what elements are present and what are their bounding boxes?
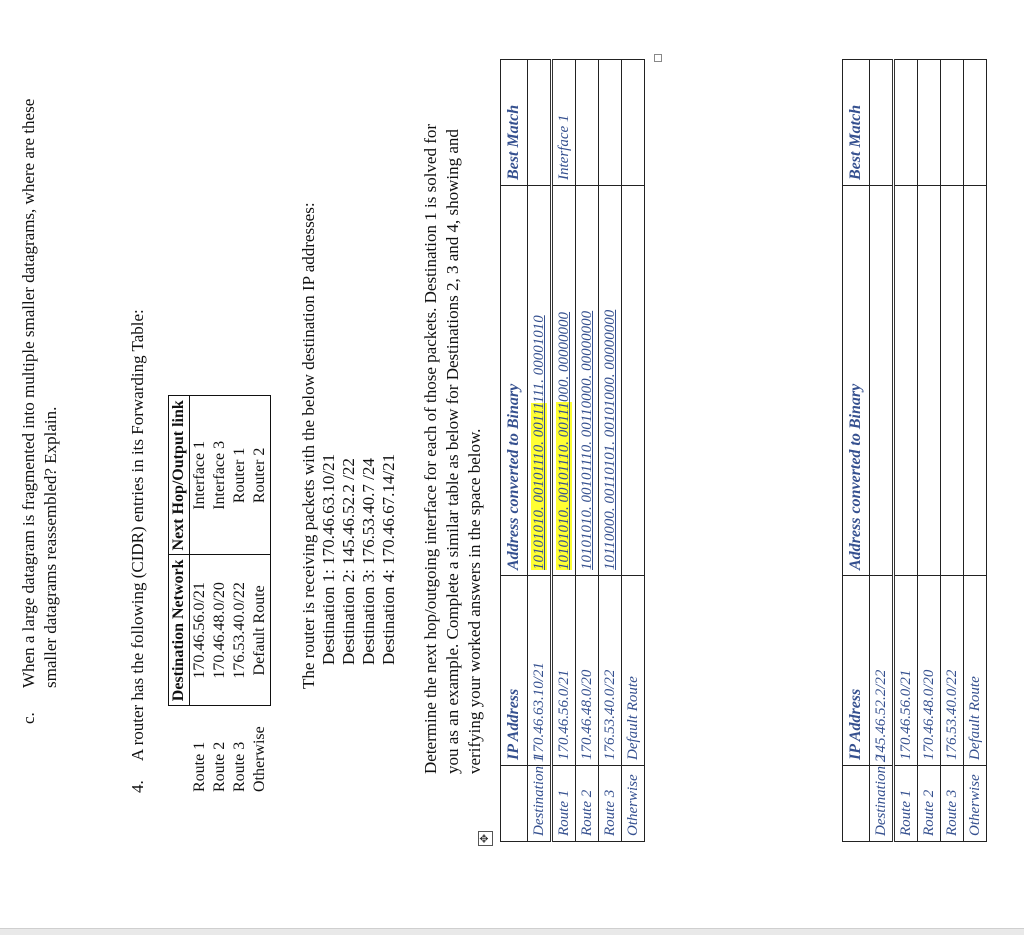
header-ip-address: IP Address xyxy=(501,576,528,766)
table-row xyxy=(622,60,645,842)
route-hop: Router 2 xyxy=(250,396,271,555)
table-row xyxy=(918,60,941,842)
row-name: Route 3 xyxy=(941,766,964,842)
instructions-line3: verifying your worked answers in the space below. xyxy=(465,428,484,774)
row-name: Route 1 xyxy=(552,766,576,842)
row-ip: 170.46.56.0/21 xyxy=(552,576,576,766)
binary-rest: 111. 00001010 xyxy=(531,315,547,404)
table-row xyxy=(528,60,552,842)
row-name: Route 2 xyxy=(576,766,599,842)
instructions-line2: you as an example. Complete a similar table as below for Destinations 2, 3 and 4, showing and xyxy=(443,129,462,774)
route-name: Route 3 xyxy=(231,741,248,792)
row-ip: Default Route xyxy=(622,576,645,766)
route-network: Default Route xyxy=(250,555,271,706)
header-ip-address: IP Address xyxy=(843,576,870,766)
table-row xyxy=(552,60,576,842)
row-binary xyxy=(528,186,552,576)
row-ip: 170.46.48.0/20 xyxy=(576,576,599,766)
route-hop: Interface 1 xyxy=(190,396,211,555)
destination-2: Destination 2: 145.46.52.2 /22 xyxy=(339,458,358,665)
row-binary: 10101010. 00101110. 00110000. 00000000 xyxy=(576,186,599,576)
example-table-header xyxy=(501,60,528,842)
row-ip: Default Route xyxy=(964,576,987,766)
destination-1: Destination 1: 170.46.63.10/21 xyxy=(319,453,338,665)
row-match[interactable] xyxy=(894,60,918,186)
route-network: 170.46.56.0/21 xyxy=(190,555,211,706)
row-match xyxy=(576,60,599,186)
header-best-match: Best Match xyxy=(843,60,870,186)
instructions-line1: Determine the next hop/outgoing interface for each of those packets. Destination 1 is solved for xyxy=(421,123,440,774)
route-name: Otherwise xyxy=(251,726,269,792)
row-name: Otherwise xyxy=(964,766,987,842)
row-binary xyxy=(622,186,645,576)
header-best-match: Best Match xyxy=(501,60,528,186)
row-name: Route 2 xyxy=(918,766,941,842)
binary-rest: 000. 00000000 xyxy=(556,311,572,402)
table-row xyxy=(576,60,599,842)
forwarding-row xyxy=(230,396,250,796)
table-row xyxy=(964,60,987,842)
route-name: Route 1 xyxy=(190,741,208,792)
row-ip: 145.46.52.2/22 xyxy=(870,576,894,766)
row-binary[interactable] xyxy=(894,186,918,576)
table-row xyxy=(599,60,622,842)
forwarding-row xyxy=(210,396,230,796)
row-binary: 10110000. 00110101. 00101000. 00000000 xyxy=(599,186,622,576)
row-match: Interface 1 xyxy=(552,60,576,186)
row-ip: 176.53.40.0/22 xyxy=(941,576,964,766)
row-binary[interactable] xyxy=(918,186,941,576)
forwarding-row xyxy=(250,396,271,796)
destination-4: Destination 4: 170.46.67.14/21 xyxy=(379,453,398,665)
question-c-line2: smaller datagrams reassembled? Explain. xyxy=(41,406,60,688)
table-row xyxy=(894,60,918,842)
row-ip: 176.53.40.0/22 xyxy=(599,576,622,766)
row-binary xyxy=(552,186,576,576)
row-name: Route 1 xyxy=(894,766,918,842)
row-binary[interactable] xyxy=(870,186,894,576)
row-ip: 170.46.48.0/20 xyxy=(918,576,941,766)
question-c-line1: When a large datagram is fragmented into multiple smaller datagrams, where are these xyxy=(19,98,38,688)
route-network: 176.53.40.0/22 xyxy=(230,555,250,706)
question-4-number: 4. xyxy=(128,780,147,793)
binary-highlight: 10101010. 00101110. 00111 xyxy=(556,401,572,570)
binary-highlight: 10101010. 00101110. 00111 xyxy=(531,403,547,570)
forwarding-row xyxy=(190,396,211,796)
row-match[interactable] xyxy=(918,60,941,186)
row-name: Route 3 xyxy=(599,766,622,842)
route-hop: Interface 3 xyxy=(210,396,230,555)
row-match xyxy=(599,60,622,186)
row-binary[interactable] xyxy=(941,186,964,576)
destination-3: Destination 3: 176.53.40.7 /24 xyxy=(359,458,378,665)
row-name: Otherwise xyxy=(622,766,645,842)
table-row xyxy=(941,60,964,842)
route-name: Route 2 xyxy=(211,741,228,792)
route-network: 170.46.48.0/20 xyxy=(210,555,230,706)
forwarding-table xyxy=(168,395,271,796)
header-binary: Address converted to Binary xyxy=(843,186,870,576)
destination-2-table-header xyxy=(843,60,870,842)
row-binary[interactable] xyxy=(964,186,987,576)
route-hop: Router 1 xyxy=(230,396,250,555)
header-destination-network: Destination Network xyxy=(169,555,190,706)
row-match[interactable] xyxy=(964,60,987,186)
receiving-text: The router is receiving packets with the below destination IP addresses: xyxy=(299,202,318,689)
move-icon[interactable]: ✥ xyxy=(478,831,493,846)
question-4-intro: A router has the following (CIDR) entries in its Forwarding Table: xyxy=(128,309,147,761)
header-next-hop: Next Hop/Output link xyxy=(169,396,190,555)
header-binary: Address converted to Binary xyxy=(501,186,528,576)
row-match xyxy=(528,60,552,186)
row-match xyxy=(622,60,645,186)
destination-2-table xyxy=(842,59,987,842)
row-name: Destination 2 xyxy=(870,766,894,842)
row-ip: 170.46.63.10/21 xyxy=(528,576,552,766)
forwarding-table-header xyxy=(169,396,190,796)
row-ip: 170.46.56.0/21 xyxy=(894,576,918,766)
row-match[interactable] xyxy=(941,60,964,186)
row-match[interactable] xyxy=(870,60,894,186)
resize-handle-icon[interactable] xyxy=(654,54,662,62)
example-table xyxy=(500,59,645,842)
table-row xyxy=(870,60,894,842)
row-name: Destination 1 xyxy=(528,766,552,842)
question-c-label: c. xyxy=(19,712,38,724)
